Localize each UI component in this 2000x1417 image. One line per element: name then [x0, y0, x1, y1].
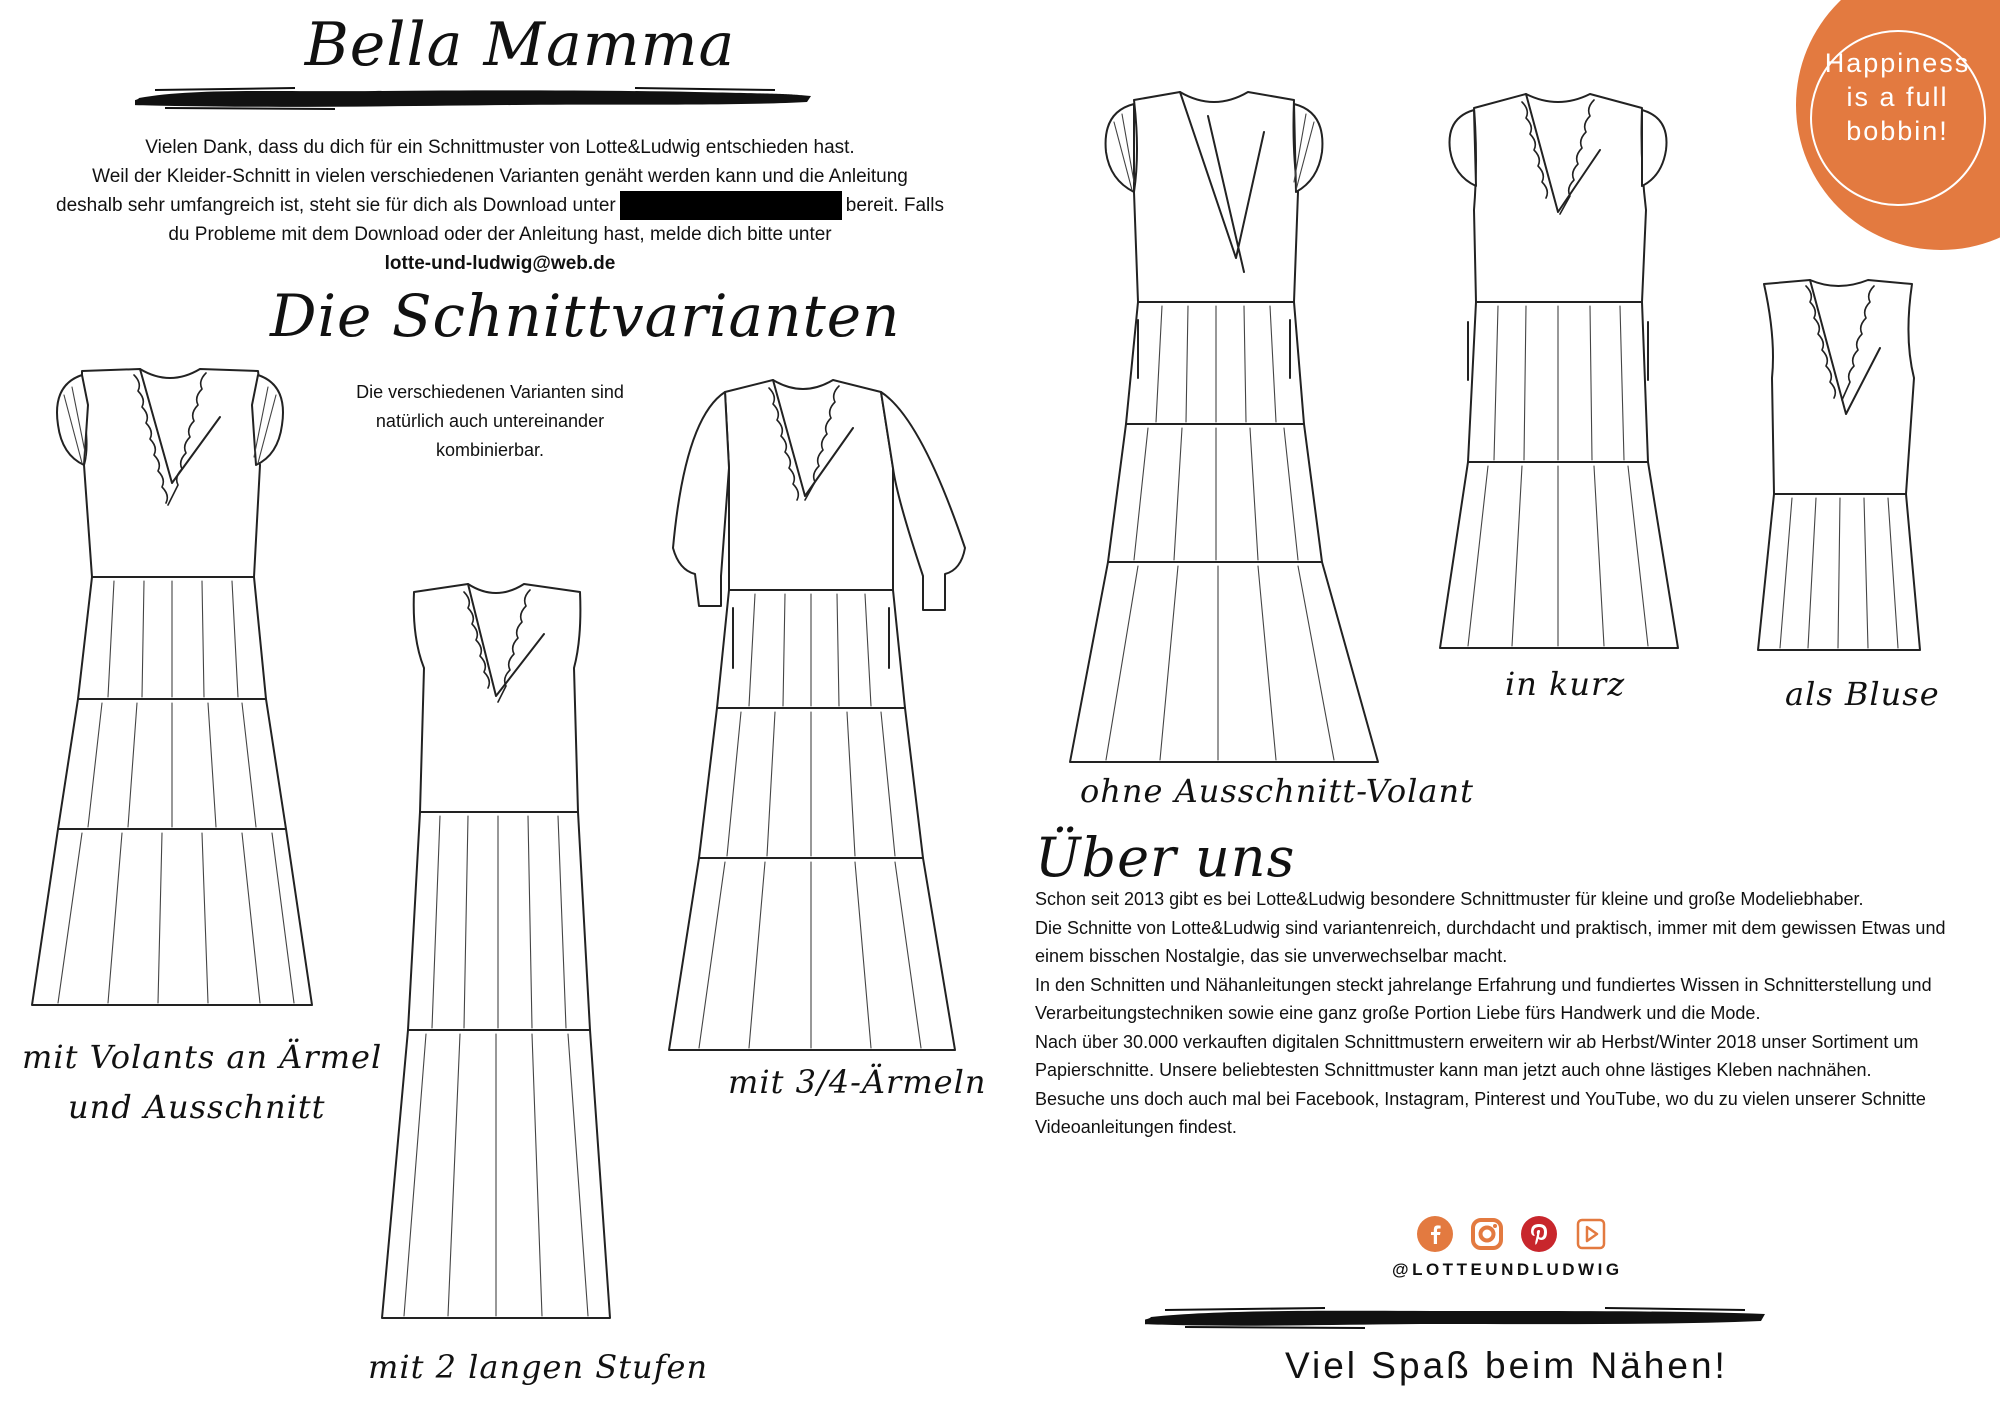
caption-ruffle-sleeves-line-1: mit Volants an Ärmel — [22, 1038, 383, 1076]
badge-line-1: Happiness — [1824, 48, 1971, 78]
dress-ruffle-sleeves-illustration — [22, 365, 322, 1030]
variants-title: Die Schnittvarianten — [270, 282, 901, 350]
about-title: Über uns — [1035, 826, 1296, 889]
redacted-link — [620, 191, 842, 220]
caption-two-tiers: mit 2 langen Stufen — [368, 1348, 709, 1386]
contact-email[interactable]: lotte-und-ludwig@web.de — [384, 253, 616, 275]
about-paragraph: Schon seit 2013 gibt es bei Lotte&Ludwig besondere Schnittmuster für kleine und große Modeliebhaber. — [1035, 889, 1864, 909]
closing-message: Viel Spaß beim Nähen! — [1285, 1345, 1728, 1386]
about-paragraph: Nach über 30.000 verkauften digitalen Schnittmustern erweitern wir ab Herbst/Winter 2018 unser Sortiment um Papierschnitte. Unsere beliebtesten Schnittmuster kann man jetzt auch ohne lästiges Kleben nachnähen. — [1035, 1031, 1919, 1080]
variants-note — [330, 378, 650, 465]
intro-line-3 — [20, 191, 980, 220]
blouse-illustration — [1752, 278, 1927, 650]
intro-line-3-start: deshalb sehr umfangreich ist, steht sie für dich als Download unter — [56, 195, 616, 216]
about-paragraph: In den Schnitten und Nähanleitungen steckt jahrelange Erfahrung und fundiertes Wissen in Schnitterstellung und Verarbeitungstechniken sowie eine ganz große Portion Liebe fürs Handwerk und die Mode. — [1035, 974, 1932, 1023]
intro-line-1: Vielen Dank, dass du dich für ein Schnittmuster von Lotte&Ludwig entschieden hast. — [145, 137, 855, 158]
badge-line-2: is a full — [1846, 82, 1949, 112]
caption-short: in kurz — [1505, 665, 1626, 703]
variants-note-line-2: natürlich auch untereinander — [375, 411, 605, 431]
variants-note-line-1: Die verschiedenen Varianten sind — [356, 382, 624, 402]
about-paragraph: Die Schnitte von Lotte&Ludwig sind variantenreich, durchdacht und praktisch, immer mit dem gewissen Etwas und einem bisschen Nostalgie, das sie unverwechselbar macht. — [1035, 917, 1946, 966]
youtube-icon[interactable] — [1573, 1216, 1609, 1252]
pinterest-icon[interactable] — [1521, 1216, 1557, 1252]
dress-short-illustration — [1438, 90, 1688, 650]
closing-brush-stroke — [1145, 1305, 1770, 1329]
social-icons — [1417, 1216, 1609, 1252]
caption-blouse: als Bluse — [1785, 675, 1940, 713]
intro-text — [20, 133, 980, 278]
intro-line-2: Weil der Kleider-Schnitt in vielen verschiedenen Varianten genäht werden kann und die Anleitung — [92, 166, 908, 187]
title-brush-stroke — [135, 84, 815, 110]
intro-line-4: du Probleme mit dem Download oder der Anleitung hast, melde dich bitte unter — [168, 224, 832, 246]
variants-note-line-3: kombinierbar. — [435, 440, 545, 460]
dress-no-ruffle-illustration — [1068, 92, 1383, 772]
caption-three-quarter-sleeves: mit 3/4-Ärmeln — [728, 1063, 987, 1101]
caption-ruffle-sleeves-line-2: und Ausschnitt — [68, 1088, 326, 1126]
instagram-icon[interactable] — [1469, 1216, 1505, 1252]
dress-two-tiers-illustration — [368, 578, 623, 1323]
badge-text — [1790, 46, 2000, 148]
about-paragraph: Besuche uns doch auch mal bei Facebook, Instagram, Pinterest und YouTube, wo du zu vielen unserer Schnitte Videoanleitungen findest. — [1035, 1088, 1926, 1137]
page-title: Bella Mamma — [304, 10, 736, 80]
badge-line-3: bobbin! — [1846, 116, 1949, 146]
caption-no-ruffle: ohne Ausschnitt-Volant — [1080, 772, 1474, 810]
social-handle[interactable]: @LOTTEUNDLUDWIG — [1392, 1260, 1623, 1279]
facebook-icon[interactable] — [1417, 1216, 1453, 1252]
about-text — [1035, 885, 1955, 1142]
dress-three-quarter-sleeves-illustration — [665, 378, 980, 1058]
intro-line-3-end: bereit. Falls — [845, 195, 944, 216]
